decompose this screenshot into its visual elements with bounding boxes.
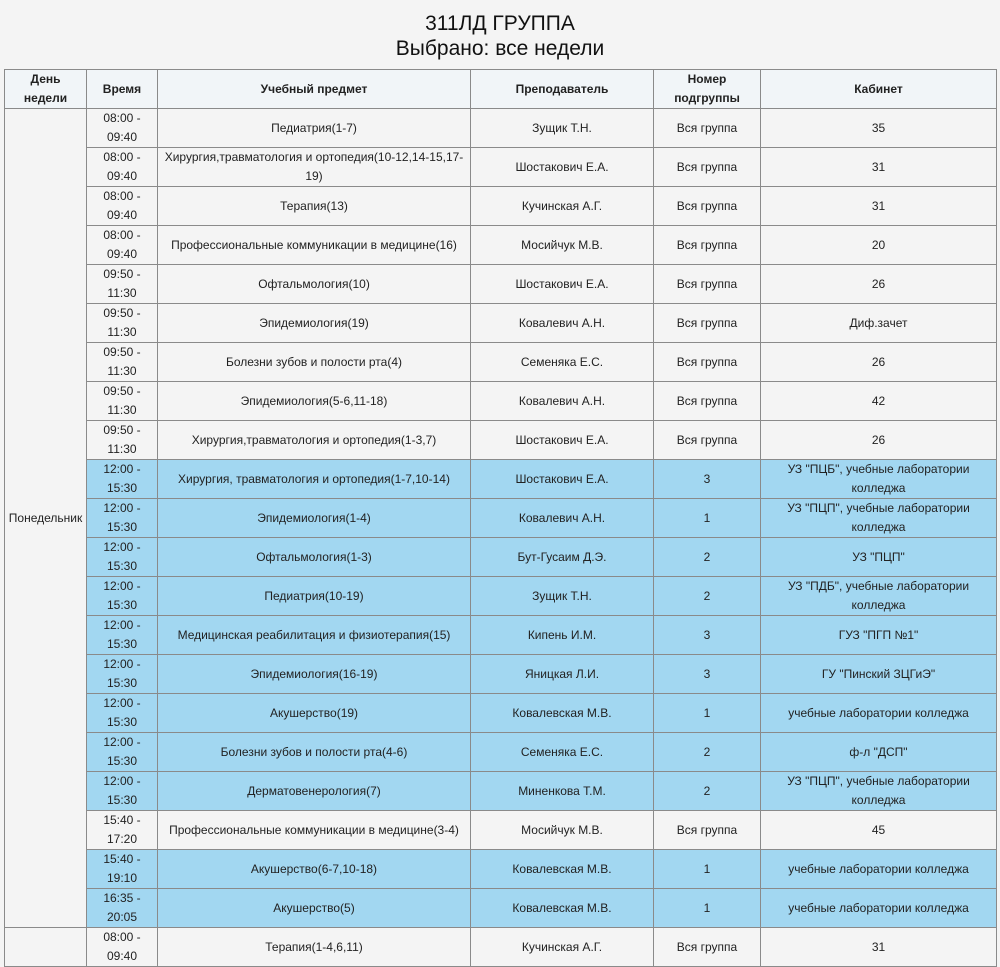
room-cell: 26	[761, 265, 997, 304]
table-row	[5, 811, 997, 850]
subgroup-cell: Вся группа	[654, 382, 761, 421]
subgroup-cell: 1	[654, 694, 761, 733]
subgroup-cell: Вся группа	[654, 109, 761, 148]
time-cell: 09:50 - 11:30	[87, 304, 158, 343]
teacher-cell: Ковалевская М.В.	[471, 694, 654, 733]
table-row	[5, 499, 997, 538]
subject-cell: Эпидемиология(5-6,11-18)	[158, 382, 471, 421]
subgroup-cell: 2	[654, 772, 761, 811]
subject-cell: Эпидемиология(16-19)	[158, 655, 471, 694]
time-cell: 09:50 - 11:30	[87, 382, 158, 421]
time-cell: 16:35 - 20:05	[87, 889, 158, 928]
teacher-cell: Кипень И.М.	[471, 616, 654, 655]
room-cell: 26	[761, 421, 997, 460]
column-header-day: День недели	[5, 70, 87, 109]
subgroup-cell: 3	[654, 460, 761, 499]
teacher-cell: Семеняка Е.С.	[471, 733, 654, 772]
table-row	[5, 616, 997, 655]
table-row	[5, 304, 997, 343]
page-header	[0, 0, 1000, 69]
table-row	[5, 460, 997, 499]
teacher-cell: Шостакович Е.А.	[471, 148, 654, 187]
table-row	[5, 538, 997, 577]
teacher-cell: Ковалевич А.Н.	[471, 499, 654, 538]
teacher-cell: Ковалевич А.Н.	[471, 304, 654, 343]
group-title: 311ЛД ГРУППА	[425, 12, 575, 35]
subgroup-cell: Вся группа	[654, 226, 761, 265]
room-cell: 31	[761, 148, 997, 187]
teacher-cell: Семеняка Е.С.	[471, 343, 654, 382]
subject-cell: Акушерство(5)	[158, 889, 471, 928]
subject-cell: Медицинская реабилитация и физиотерапия(15)	[158, 616, 471, 655]
room-cell: 31	[761, 187, 997, 226]
teacher-cell: Ковалевская М.В.	[471, 850, 654, 889]
day-cell	[5, 928, 87, 967]
table-row	[5, 343, 997, 382]
subgroup-cell: Вся группа	[654, 187, 761, 226]
teacher-cell: Кучинская А.Г.	[471, 187, 654, 226]
subject-cell: Болезни зубов и полости рта(4-6)	[158, 733, 471, 772]
subject-cell: Акушерство(19)	[158, 694, 471, 733]
time-cell: 12:00 - 15:30	[87, 694, 158, 733]
table-row	[5, 109, 997, 148]
subgroup-cell: 2	[654, 538, 761, 577]
room-cell: учебные лаборатории колледжа	[761, 694, 997, 733]
teacher-cell: Мосийчук М.В.	[471, 811, 654, 850]
teacher-cell: Ковалевич А.Н.	[471, 382, 654, 421]
room-cell: УЗ "ПЦП", учебные лаборатории колледжа	[761, 499, 997, 538]
time-cell: 12:00 - 15:30	[87, 499, 158, 538]
teacher-cell: Шостакович Е.А.	[471, 421, 654, 460]
subject-cell: Хирургия,травматология и ортопедия(10-12,14-15,17-19)	[158, 148, 471, 187]
time-cell: 12:00 - 15:30	[87, 616, 158, 655]
table-row	[5, 421, 997, 460]
column-header-teacher: Преподаватель	[471, 70, 654, 109]
table-row	[5, 226, 997, 265]
schedule-table	[4, 69, 997, 967]
subgroup-cell: 3	[654, 616, 761, 655]
time-cell: 15:40 - 17:20	[87, 811, 158, 850]
room-cell: УЗ "ПЦП"	[761, 538, 997, 577]
time-cell: 08:00 - 09:40	[87, 109, 158, 148]
time-cell: 12:00 - 15:30	[87, 577, 158, 616]
column-header-time: Время	[87, 70, 158, 109]
time-cell: 09:50 - 11:30	[87, 265, 158, 304]
subject-cell: Эпидемиология(19)	[158, 304, 471, 343]
day-cell: Понедельник	[5, 109, 87, 928]
table-row	[5, 187, 997, 226]
room-cell: УЗ "ПДБ", учебные лаборатории колледжа	[761, 577, 997, 616]
teacher-cell: Ковалевская М.В.	[471, 889, 654, 928]
table-header-row	[5, 70, 997, 109]
table-row	[5, 733, 997, 772]
time-cell: 08:00 - 09:40	[87, 148, 158, 187]
subgroup-cell: 1	[654, 850, 761, 889]
room-cell: 31	[761, 928, 997, 967]
subject-cell: Болезни зубов и полости рта(4)	[158, 343, 471, 382]
table-row	[5, 772, 997, 811]
time-cell: 12:00 - 15:30	[87, 538, 158, 577]
table-row	[5, 265, 997, 304]
subject-cell: Акушерство(6-7,10-18)	[158, 850, 471, 889]
subject-cell: Терапия(13)	[158, 187, 471, 226]
subgroup-cell: Вся группа	[654, 421, 761, 460]
table-row	[5, 889, 997, 928]
table-row	[5, 694, 997, 733]
week-filter-subtitle: Выбрано: все недели	[395, 37, 605, 60]
subgroup-cell: Вся группа	[654, 148, 761, 187]
subject-cell: Хирургия,травматология и ортопедия(1-3,7)	[158, 421, 471, 460]
room-cell: УЗ "ПЦП", учебные лаборатории колледжа	[761, 772, 997, 811]
table-row	[5, 148, 997, 187]
teacher-cell: Миненкова Т.М.	[471, 772, 654, 811]
subject-cell: Хирургия, травматология и ортопедия(1-7,10-14)	[158, 460, 471, 499]
subject-cell: Эпидемиология(1-4)	[158, 499, 471, 538]
subject-cell: Педиатрия(1-7)	[158, 109, 471, 148]
subgroup-cell: 1	[654, 889, 761, 928]
teacher-cell: Яницкая Л.И.	[471, 655, 654, 694]
room-cell: 45	[761, 811, 997, 850]
teacher-cell: Зущик Т.Н.	[471, 577, 654, 616]
time-cell: 08:00 - 09:40	[87, 928, 158, 967]
column-header-subgroup: Номер подгруппы	[654, 70, 761, 109]
subject-cell: Профессиональные коммуникации в медицине(16)	[158, 226, 471, 265]
subgroup-cell: 3	[654, 655, 761, 694]
subject-cell: Педиатрия(10-19)	[158, 577, 471, 616]
teacher-cell: Зущик Т.Н.	[471, 109, 654, 148]
time-cell: 12:00 - 15:30	[87, 655, 158, 694]
teacher-cell: Кучинская А.Г.	[471, 928, 654, 967]
subject-cell: Профессиональные коммуникации в медицине(3-4)	[158, 811, 471, 850]
room-cell: ГУЗ "ПГП №1"	[761, 616, 997, 655]
room-cell: ф-л "ДСП"	[761, 733, 997, 772]
subgroup-cell: Вся группа	[654, 928, 761, 967]
subject-cell: Дерматовенерология(7)	[158, 772, 471, 811]
subgroup-cell: 1	[654, 499, 761, 538]
room-cell: УЗ "ПЦБ", учебные лаборатории колледжа	[761, 460, 997, 499]
time-cell: 12:00 - 15:30	[87, 460, 158, 499]
subgroup-cell: Вся группа	[654, 304, 761, 343]
room-cell: учебные лаборатории колледжа	[761, 850, 997, 889]
room-cell: Диф.зачет	[761, 304, 997, 343]
table-row	[5, 382, 997, 421]
subgroup-cell: 2	[654, 577, 761, 616]
time-cell: 15:40 - 19:10	[87, 850, 158, 889]
time-cell: 08:00 - 09:40	[87, 226, 158, 265]
time-cell: 09:50 - 11:30	[87, 421, 158, 460]
subject-cell: Терапия(1-4,6,11)	[158, 928, 471, 967]
room-cell: 42	[761, 382, 997, 421]
time-cell: 12:00 - 15:30	[87, 772, 158, 811]
time-cell: 12:00 - 15:30	[87, 733, 158, 772]
subgroup-cell: Вся группа	[654, 265, 761, 304]
subgroup-cell: Вся группа	[654, 811, 761, 850]
subject-cell: Офтальмология(1-3)	[158, 538, 471, 577]
subgroup-cell: Вся группа	[654, 343, 761, 382]
subject-cell: Офтальмология(10)	[158, 265, 471, 304]
room-cell: 20	[761, 226, 997, 265]
room-cell: ГУ "Пинский ЗЦГиЭ"	[761, 655, 997, 694]
table-row	[5, 655, 997, 694]
room-cell: 26	[761, 343, 997, 382]
subgroup-cell: 2	[654, 733, 761, 772]
teacher-cell: Мосийчук М.В.	[471, 226, 654, 265]
room-cell: 35	[761, 109, 997, 148]
time-cell: 09:50 - 11:30	[87, 343, 158, 382]
teacher-cell: Шостакович Е.А.	[471, 265, 654, 304]
teacher-cell: Шостакович Е.А.	[471, 460, 654, 499]
column-header-room: Кабинет	[761, 70, 997, 109]
table-row	[5, 850, 997, 889]
column-header-subject: Учебный предмет	[158, 70, 471, 109]
table-row	[5, 928, 997, 967]
table-row	[5, 577, 997, 616]
time-cell: 08:00 - 09:40	[87, 187, 158, 226]
room-cell: учебные лаборатории колледжа	[761, 889, 997, 928]
schedule-body	[5, 109, 997, 967]
teacher-cell: Бут-Гусаим Д.Э.	[471, 538, 654, 577]
